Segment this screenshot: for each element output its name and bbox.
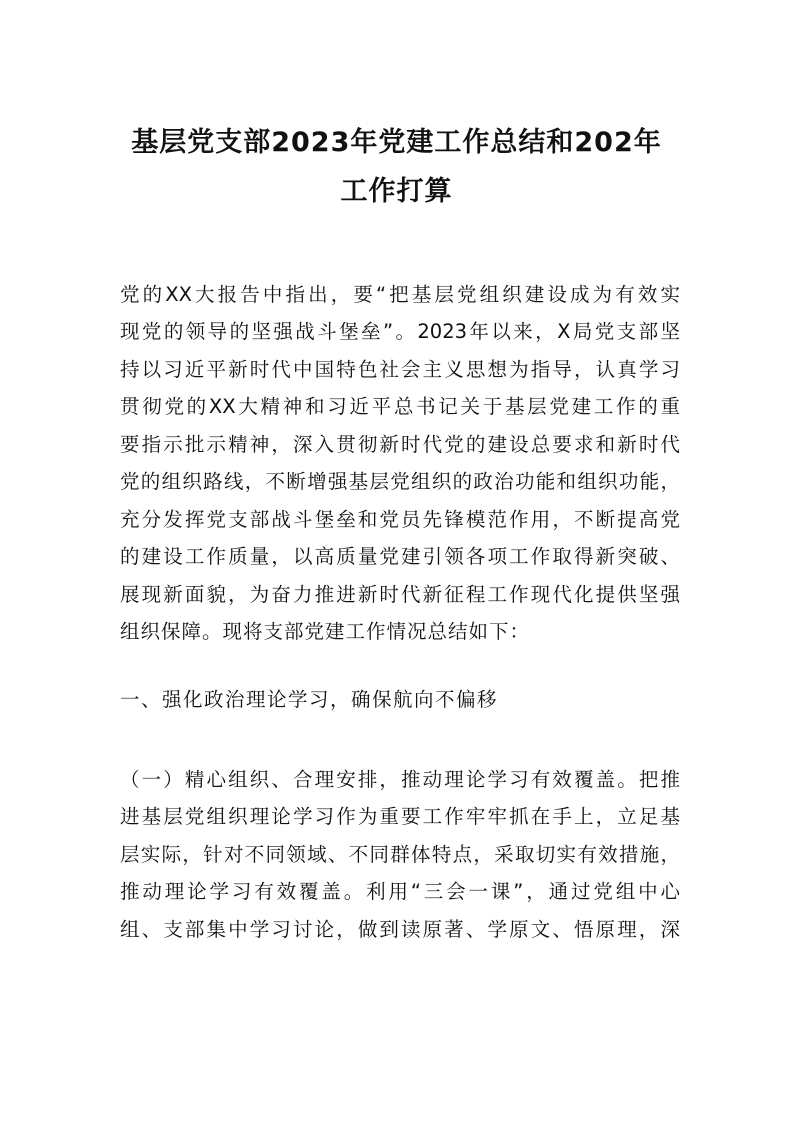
subsection-line: （一）精心组织、合理安排，推动理论学习有效覆盖。把推 [120, 768, 680, 791]
intro-line: 党的组织路线，不断增强基层党组织的政治功能和组织功能， [120, 470, 680, 493]
intro-line: 现党的领导的坚强战斗堡垒”。2023年以来，X局党支部坚 [120, 320, 680, 343]
title-line-1: 基层党支部2023年党建工作总结和202年 [131, 127, 662, 158]
intro-line: 充分发挥党支部战斗堡垒和党员先锋模范作用，不断提高党 [120, 508, 680, 531]
subsection-line: 层实际，针对不同领域、不同群体特点，采取切实有效措施， [120, 843, 680, 866]
intro-line: 贯彻党的XX大精神和习近平总书记关于基层党建工作的重 [120, 395, 680, 418]
intro-line: 党的XX大报告中指出，要“把基层党组织建设成为有效实 [120, 283, 680, 306]
intro-line: 的建设工作质量，以高质量党建引领各项工作取得新突破、 [120, 545, 680, 568]
intro-line: 展现新面貌，为奋力推进新时代新征程工作现代化提供坚强 [120, 583, 680, 606]
document-title [100, 118, 693, 216]
intro-line: 持以习近平新时代中国特色社会主义思想为指导，认真学习 [120, 358, 680, 381]
intro-line: 组织保障。现将支部党建工作情况总结如下： [120, 620, 531, 643]
subsection-line: 进基层党组织理论学习作为重要工作牢牢抓在手上，立足基 [120, 805, 680, 828]
subsection-line: 推动理论学习有效覆盖。利用“三会一课”，通过党组中心 [120, 880, 680, 903]
title-line-2: 工作打算 [340, 176, 453, 207]
subsection-line: 组、支部集中学习讨论，做到读原著、学原文、悟原理，深 [120, 918, 680, 941]
section-heading: 一、强化政治理论学习，确保航向不偏移 [120, 688, 499, 711]
intro-line: 要指示批示精神，深入贯彻新时代党的建设总要求和新时代 [120, 433, 680, 456]
